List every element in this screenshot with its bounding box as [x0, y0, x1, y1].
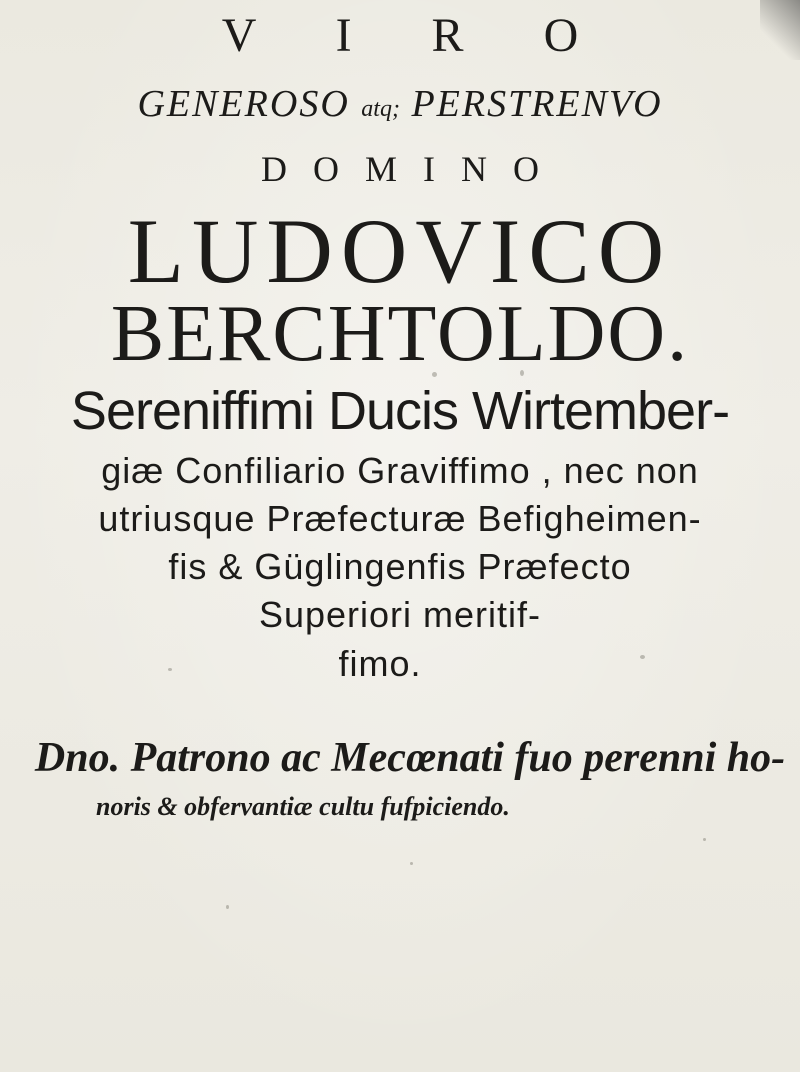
title-line-fimo: fimo.: [338, 643, 422, 684]
patron-line: Dno. Patrono ac Mecœnati fuo perenni ho-: [34, 735, 786, 781]
atque-abbrev: atq;: [361, 96, 400, 122]
title-line-superiori: Superiori meritif-: [258, 594, 542, 635]
name-ludovico: LUDOVICO: [127, 200, 673, 302]
title-line-serenissimi: Sereniffimi Ducis Wirtember-: [70, 381, 730, 441]
paper-speck: [226, 905, 229, 909]
paper-speck: [520, 370, 524, 376]
paper-speck: [640, 655, 645, 659]
dedication-generoso: [0, 82, 800, 126]
perstrenuo-word: PERSTRENVO: [399, 83, 663, 125]
name-berchtoldo: BERCHTOLDO.: [110, 290, 690, 378]
dedication-domino: DOMINO: [261, 149, 565, 189]
title-line-praefecturae: utriusque Præfecturæ Befigheimen-: [98, 498, 702, 539]
paper-speck: [168, 668, 172, 671]
paper-speck: [432, 372, 437, 377]
paper-speck: [703, 838, 706, 841]
generoso-word: GENEROSO: [137, 83, 362, 125]
dedication-viro: V I R O: [221, 9, 613, 62]
patron-line-continued: noris & obfervantiæ cultu fufpiciendo.: [96, 792, 510, 821]
title-line-guglingen: fis & Güglingenfis Præfecto: [168, 546, 632, 587]
paper-speck: [410, 862, 413, 865]
title-line-consiliario: giæ Confiliario Graviffimo , nec non: [101, 450, 699, 491]
